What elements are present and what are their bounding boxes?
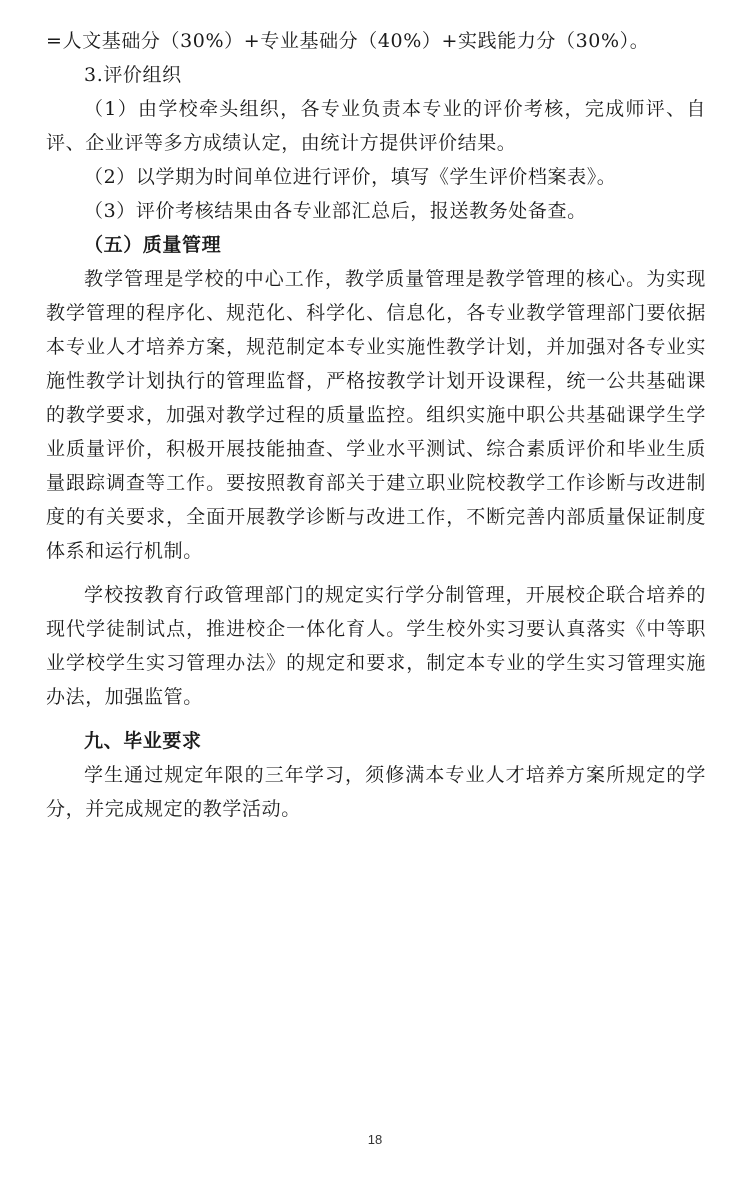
heading-quality-management: （五）质量管理 — [84, 234, 222, 256]
paragraph-quality-management-1: 教学管理是学校的中心工作，教学质量管理是教学管理的核心。为实现教学管理的程序化、规范化、科学化、信息化，各专业教学管理部门要依据本专业人才培养方案，规范制定本专业实施性教学计划，并加强对各专业实施性教学计划执行的管理监督，严格按教学计划开设课程，统一公共基础课的教学要求，加强对教学过程的质量监控。组织实施中职公共基础课学生学业质量评价，积极开展技能抽查、学业水平测试、综合素质评价和毕业生质量跟踪调查等工作。要按照教育部关于建立职业院校教学工作诊断与改进制度的有关要求，全面开展教学诊断与改进工作，不断完善内部质量保证制度体系和运行机制。 — [46, 268, 706, 562]
heading-graduation-requirements: 九、毕业要求 — [84, 730, 202, 752]
section-title-evaluation-organization: 3.评价组织 — [84, 64, 182, 86]
evaluation-item-2: （2）以学期为时间单位进行评价，填写《学生评价档案表》。 — [84, 166, 617, 188]
paragraph-spacer — [46, 714, 706, 724]
paragraph-graduation: 学生通过规定年限的三年学习，须修满本专业人才培养方案所规定的学分，并完成规定的教学活动。 — [46, 764, 706, 820]
evaluation-item-3: （3）评价考核结果由各专业部汇总后，报送教务处备查。 — [84, 200, 587, 222]
paragraph-quality-management-2: 学校按教育行政管理部门的规定实行学分制管理，开展校企联合培养的现代学徒制试点，推进校企一体化育人。学生校外实习要认真落实《中等职业学校学生实习管理办法》的规定和要求，制定本专业的学生实习管理实施办法，加强监管。 — [46, 584, 706, 708]
paragraph-spacer — [46, 568, 706, 578]
evaluation-item-1: （1）由学校牵头组织，各专业负责本专业的评价考核，完成师评、自评、企业评等多方成绩认定，由统计方提供评价结果。 — [46, 98, 706, 154]
page-content — [46, 24, 706, 826]
formula-line: =人文基础分（30%）+专业基础分（40%）+实践能力分（30%）。 — [46, 30, 650, 52]
page-number: 18 — [367, 1132, 383, 1147]
